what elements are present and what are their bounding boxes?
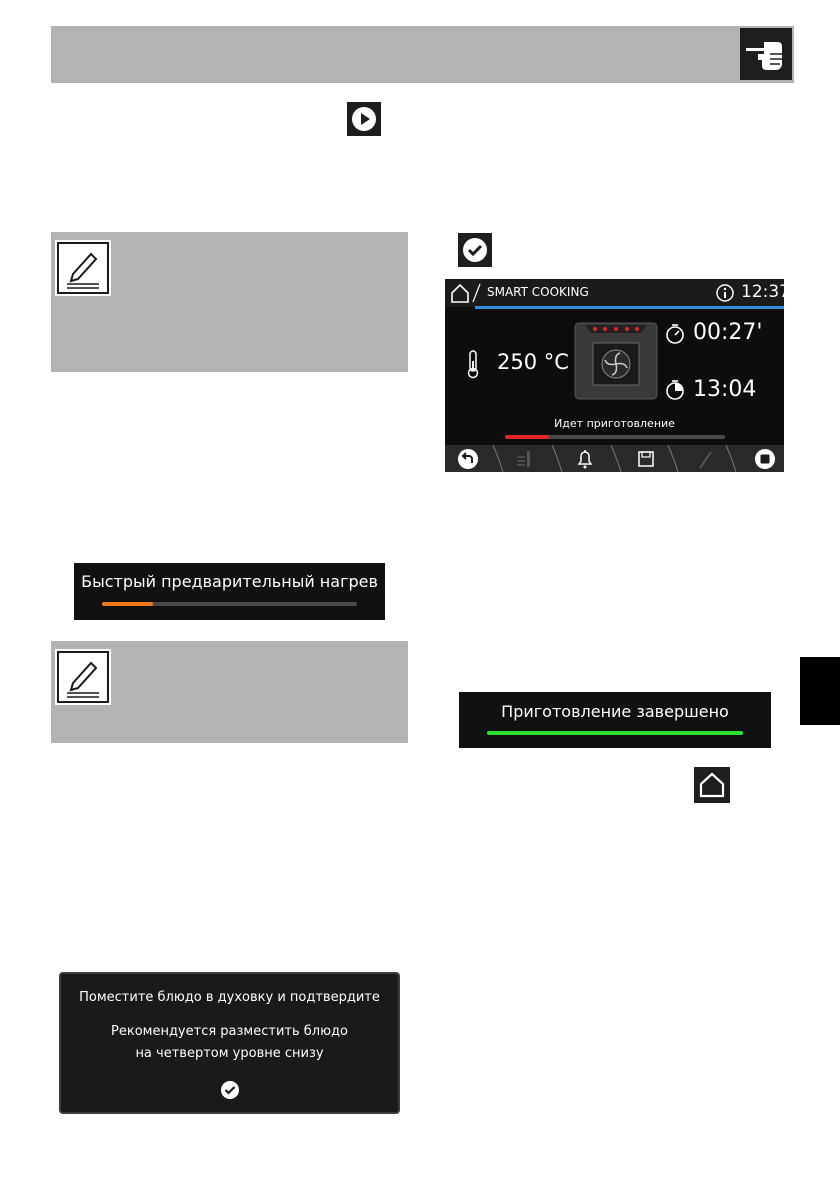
note-box [51,641,408,743]
bell-icon[interactable] [575,448,595,470]
home-icon[interactable] [449,282,481,304]
stop-icon[interactable] [754,448,776,470]
end-time-value: 13:04 [693,377,757,402]
accent-line [475,306,784,309]
preheat-progress-fill [102,602,153,606]
confirm-dish-dialog [59,972,400,1114]
pointing-hand-icon [740,28,792,80]
home-icon [694,767,730,803]
preheat-progress-bar [102,602,357,606]
cooking-status: Идет приготовление [554,417,675,430]
thermometer-icon [465,349,481,379]
end-time-icon [665,379,685,401]
preheat-panel [74,563,385,620]
timer-icon [665,323,685,345]
pencil-note-icon [55,649,111,705]
back-icon[interactable] [457,448,479,470]
screen-toolbar [445,445,784,472]
dialog-recommendation-line2: на четвертом уровне снизу [135,1046,324,1061]
play-icon [347,102,381,136]
cooking-progress-bar [505,435,725,439]
done-label: Приготовление завершено [501,702,729,721]
pencil-note-icon [55,240,111,296]
oven-fan-icon [571,319,661,403]
save-icon[interactable] [636,449,656,469]
done-progress-fill [487,731,743,735]
confirm-check-icon[interactable] [220,1080,240,1100]
preheat-label: Быстрый предварительный нагрев [81,572,378,591]
clock-display: 12:37 [741,282,790,302]
screen-top-bar [445,279,790,307]
note-box [51,232,408,372]
temperature-value: 250 °C [497,350,569,374]
info-icon[interactable] [715,283,735,303]
cooking-done-panel [459,692,771,748]
probe-icon[interactable] [696,448,716,470]
done-progress-bar [487,731,743,735]
check-icon [458,233,492,267]
oven-display-screen [445,279,790,472]
page-header-bar [51,26,794,83]
dialog-instruction: Поместите блюдо в духовку и подтвердите [79,990,380,1005]
dialog-recommendation-line1: Рекомендуется разместить блюдо [111,1024,348,1039]
preheat-icon[interactable] [515,449,535,469]
screen-title: SMART COOKING [487,285,589,299]
section-tab [800,657,840,725]
cooking-progress-fill [505,435,549,439]
cook-time-value: 00:27' [693,320,763,345]
